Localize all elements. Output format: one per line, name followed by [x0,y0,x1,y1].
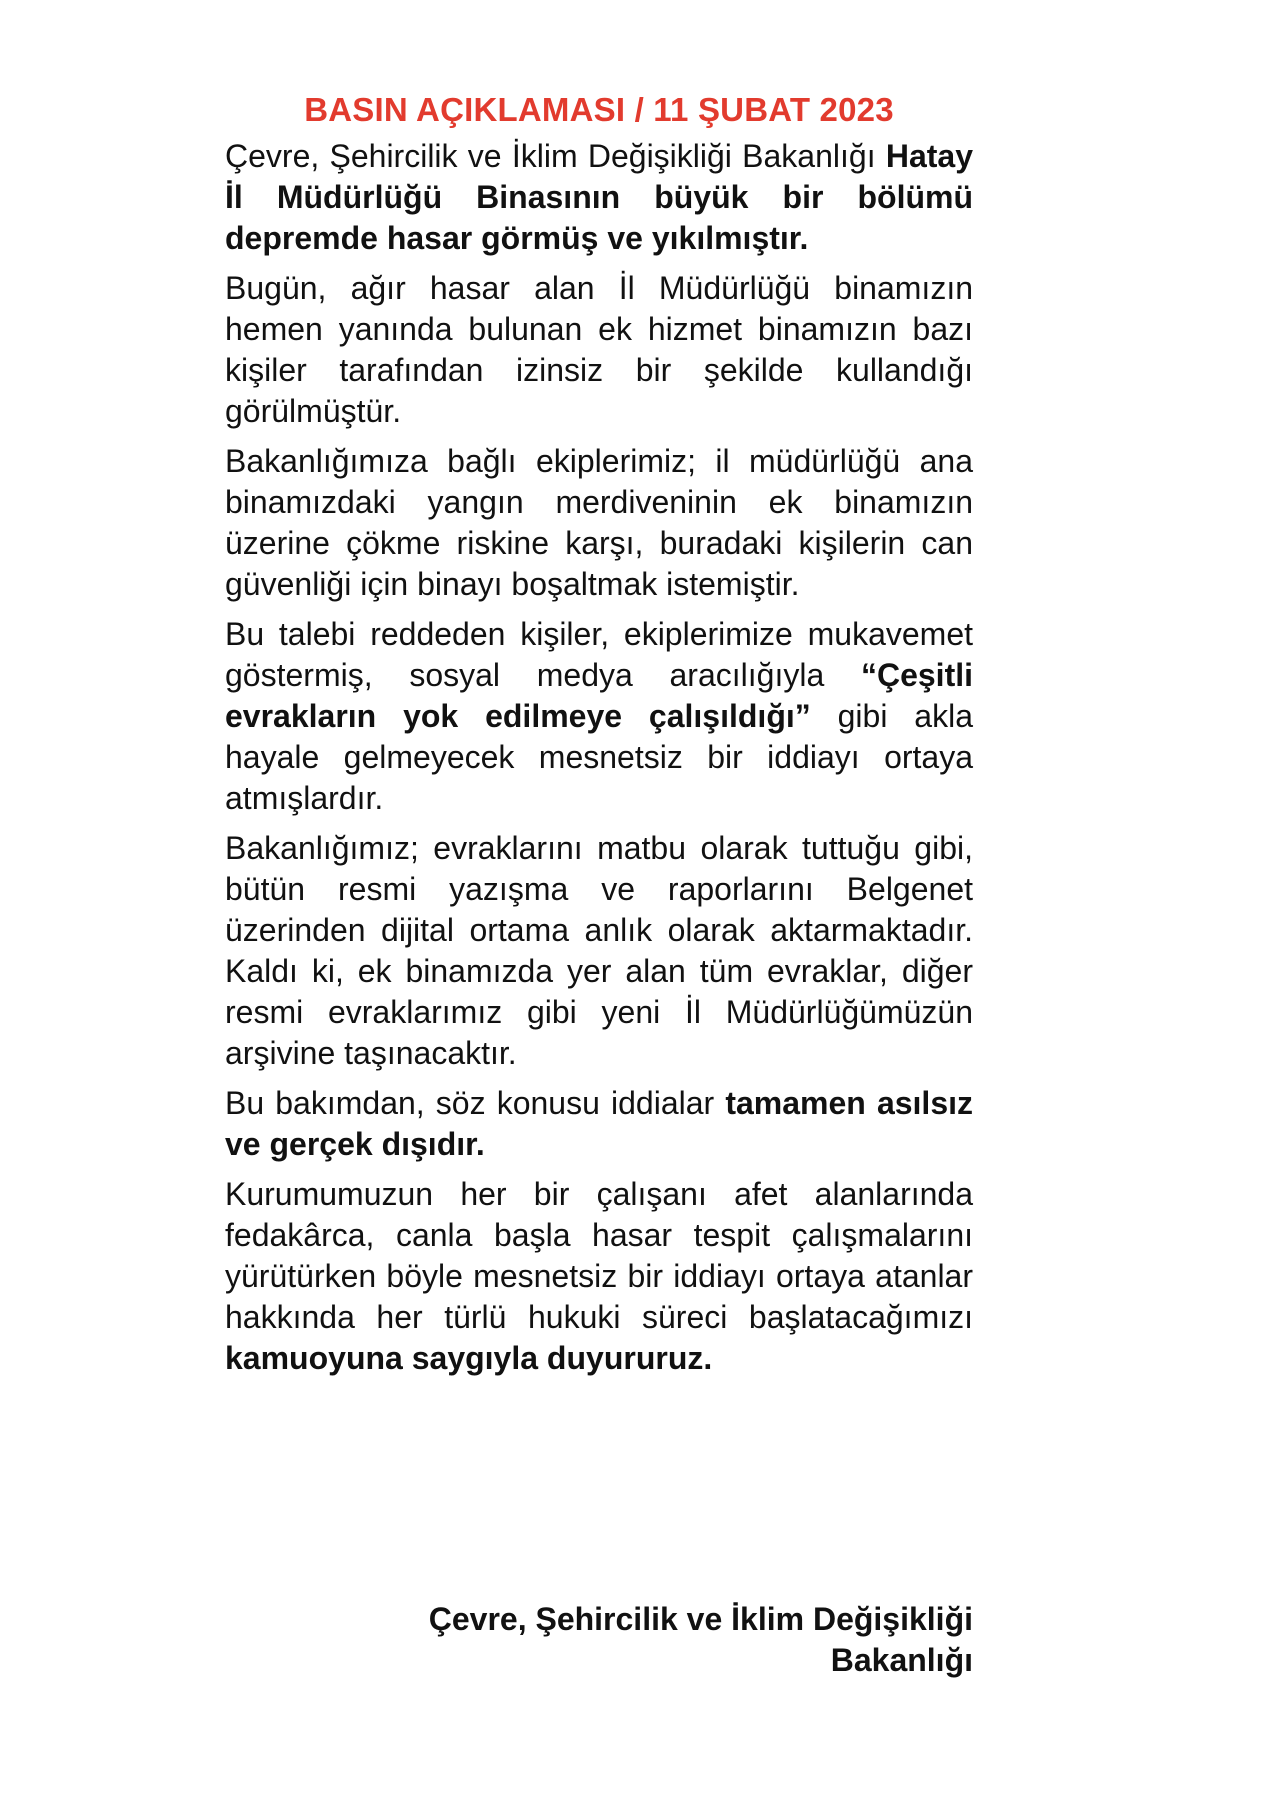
paragraph [225,828,973,1074]
paragraph [225,268,973,432]
text-run: Kurumumuzun her bir çalışanı afet alanlarında fedakârca, canla başla hasar tespit çalışmalarını yürütürken böyle mesnetsiz bir iddiayı ortaya atanlar hakkında her türlü hukuki süreci başlatacağımızı [225,1176,973,1335]
text-run: Bakanlığımız; evraklarını matbu olarak tuttuğu gibi, bütün resmi yazışma ve raporlarını Belgenet üzerinden dijital ortama anlık olarak aktarmaktadır. Kaldı ki, ek binamızda yer alan tüm evraklar, diğer resmi evraklarımız gibi yeni İl Müdürlüğümüzün arşivine taşınacaktır. [225,830,973,1071]
signature-line-bakanligi: Bakanlığı [830,1642,973,1678]
document-title: BASIN AÇIKLAMASI / 11 ŞUBAT 2023 [304,91,894,128]
signature-block [225,1599,973,1681]
bold-text-run: “Çeşitli evrakların yok edilmeye çalışıldığı” [225,657,973,734]
text-run: Bakanlığımıza bağlı ekiplerimiz; il müdürlüğü ana binamızdaki yangın merdiveninin ek binamızın üzerine çökme riskine karşı, buradaki kişilerin can güvenliği için binayı boşaltmak istemiştir. [225,443,973,602]
press-release-page [225,84,973,1388]
paragraph [225,614,973,819]
paragraph [225,136,973,259]
text-run: Bugün, ağır hasar alan İl Müdürlüğü binamızın hemen yanında bulunan ek hizmet binamızın bazı kişiler tarafından izinsiz bir şekilde kullandığı görülmüştür. [225,270,973,429]
paragraph [225,441,973,605]
document-body [225,136,973,1379]
signature-line-ministry: Çevre, Şehircilik ve İklim Değişikliği [428,1601,973,1637]
text-run: gibi akla hayale gelmeyecek mesnetsiz bir iddiayı ortaya atmışlardır. [225,698,974,816]
text-run: Bu bakımdan, söz konusu iddialar [225,1085,726,1121]
text-run: Bu talebi reddeden kişiler, ekiplerimize mukavemet göstermiş, sosyal medya aracılığıyla [225,616,973,693]
text-run: Çevre, Şehircilik ve İklim Değişikliği Bakanlığı [225,138,886,174]
bold-text-run: Hatay İl Müdürlüğü Binasının büyük bir bölümü depremde hasar görmüş ve yıkılmıştır. [225,138,973,256]
paragraph [225,1174,973,1379]
bold-text-run: kamuoyuna saygıyla duyururuz. [225,1340,713,1376]
bold-text-run: tamamen asılsız ve gerçek dışıdır. [225,1085,974,1162]
paragraph [225,1083,973,1165]
